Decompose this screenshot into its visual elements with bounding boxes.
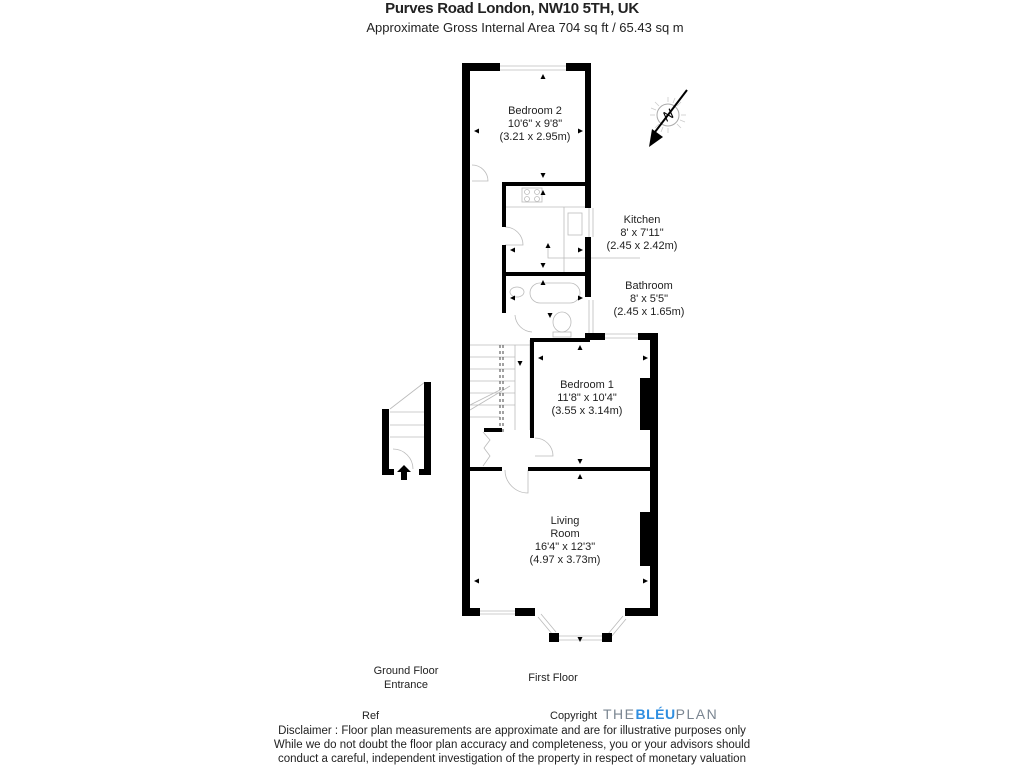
north-compass-icon — [649, 90, 687, 147]
room-dims-metric: (2.45 x 2.42m) — [606, 240, 678, 252]
disclaimer-line-1: Disclaimer : Floor plan measurements are approximate and are for illustrative purposes only — [278, 725, 746, 737]
room-dims-imperial: 11'8" x 10'4" — [557, 392, 617, 404]
room-label-bedroom-2 — [485, 105, 585, 144]
entrance-arrow-icon — [397, 465, 411, 480]
copyright-label: Copyright — [550, 710, 598, 722]
room-name: Kitchen — [623, 214, 661, 226]
svg-text:N: N — [659, 105, 677, 125]
room-label-bathroom — [599, 280, 699, 319]
room-label-living-room — [515, 515, 615, 567]
area-subtitle: Approximate Gross Internal Area 704 sq ft / 65.43 sq m — [366, 20, 684, 35]
first-floor-label: First Floor — [528, 672, 578, 684]
room-name-line1: Living — [550, 515, 580, 527]
room-name-line2: Room — [550, 528, 580, 540]
ground-floor-line1: Ground Floor — [373, 665, 439, 677]
room-dims-imperial: 8' x 7'11" — [620, 227, 664, 239]
room-label-bedroom-1 — [537, 379, 637, 418]
room-dims-metric: (4.97 x 3.73m) — [529, 554, 601, 566]
room-dims-metric: (3.55 x 3.14m) — [551, 405, 623, 417]
room-dims-imperial: 10'6" x 9'8" — [507, 118, 563, 130]
room-dims-metric: (2.45 x 1.65m) — [613, 306, 685, 318]
room-dims-metric: (3.21 x 2.95m) — [499, 131, 571, 143]
room-dims-imperial: 16'4" x 12'3" — [534, 541, 596, 553]
ref-label: Ref — [362, 710, 380, 722]
ground-floor-label — [356, 664, 456, 692]
disclaimer — [0, 724, 1024, 766]
room-name: Bedroom 2 — [508, 105, 562, 117]
logo-suffix: PLAN — [675, 706, 719, 722]
bleuplan-logo — [603, 706, 718, 722]
room-name: Bedroom 1 — [560, 379, 614, 391]
room-name: Bathroom — [625, 280, 673, 292]
room-dims-imperial: 8' x 5'5" — [629, 293, 669, 305]
logo-brand: BLÉU — [635, 706, 676, 722]
room-label-kitchen — [592, 214, 692, 253]
logo-prefix: THE — [603, 706, 636, 722]
page-title: Purves Road London, NW10 5TH, UK — [385, 0, 639, 17]
ground-floor-line2: Entrance — [383, 679, 429, 691]
disclaimer-line-3: conduct a careful, independent investigation of the property in respect of monetary valuation — [278, 753, 746, 765]
disclaimer-line-2: While we do not doubt the floor plan accuracy and completeness, you or your advisors should — [273, 739, 751, 751]
